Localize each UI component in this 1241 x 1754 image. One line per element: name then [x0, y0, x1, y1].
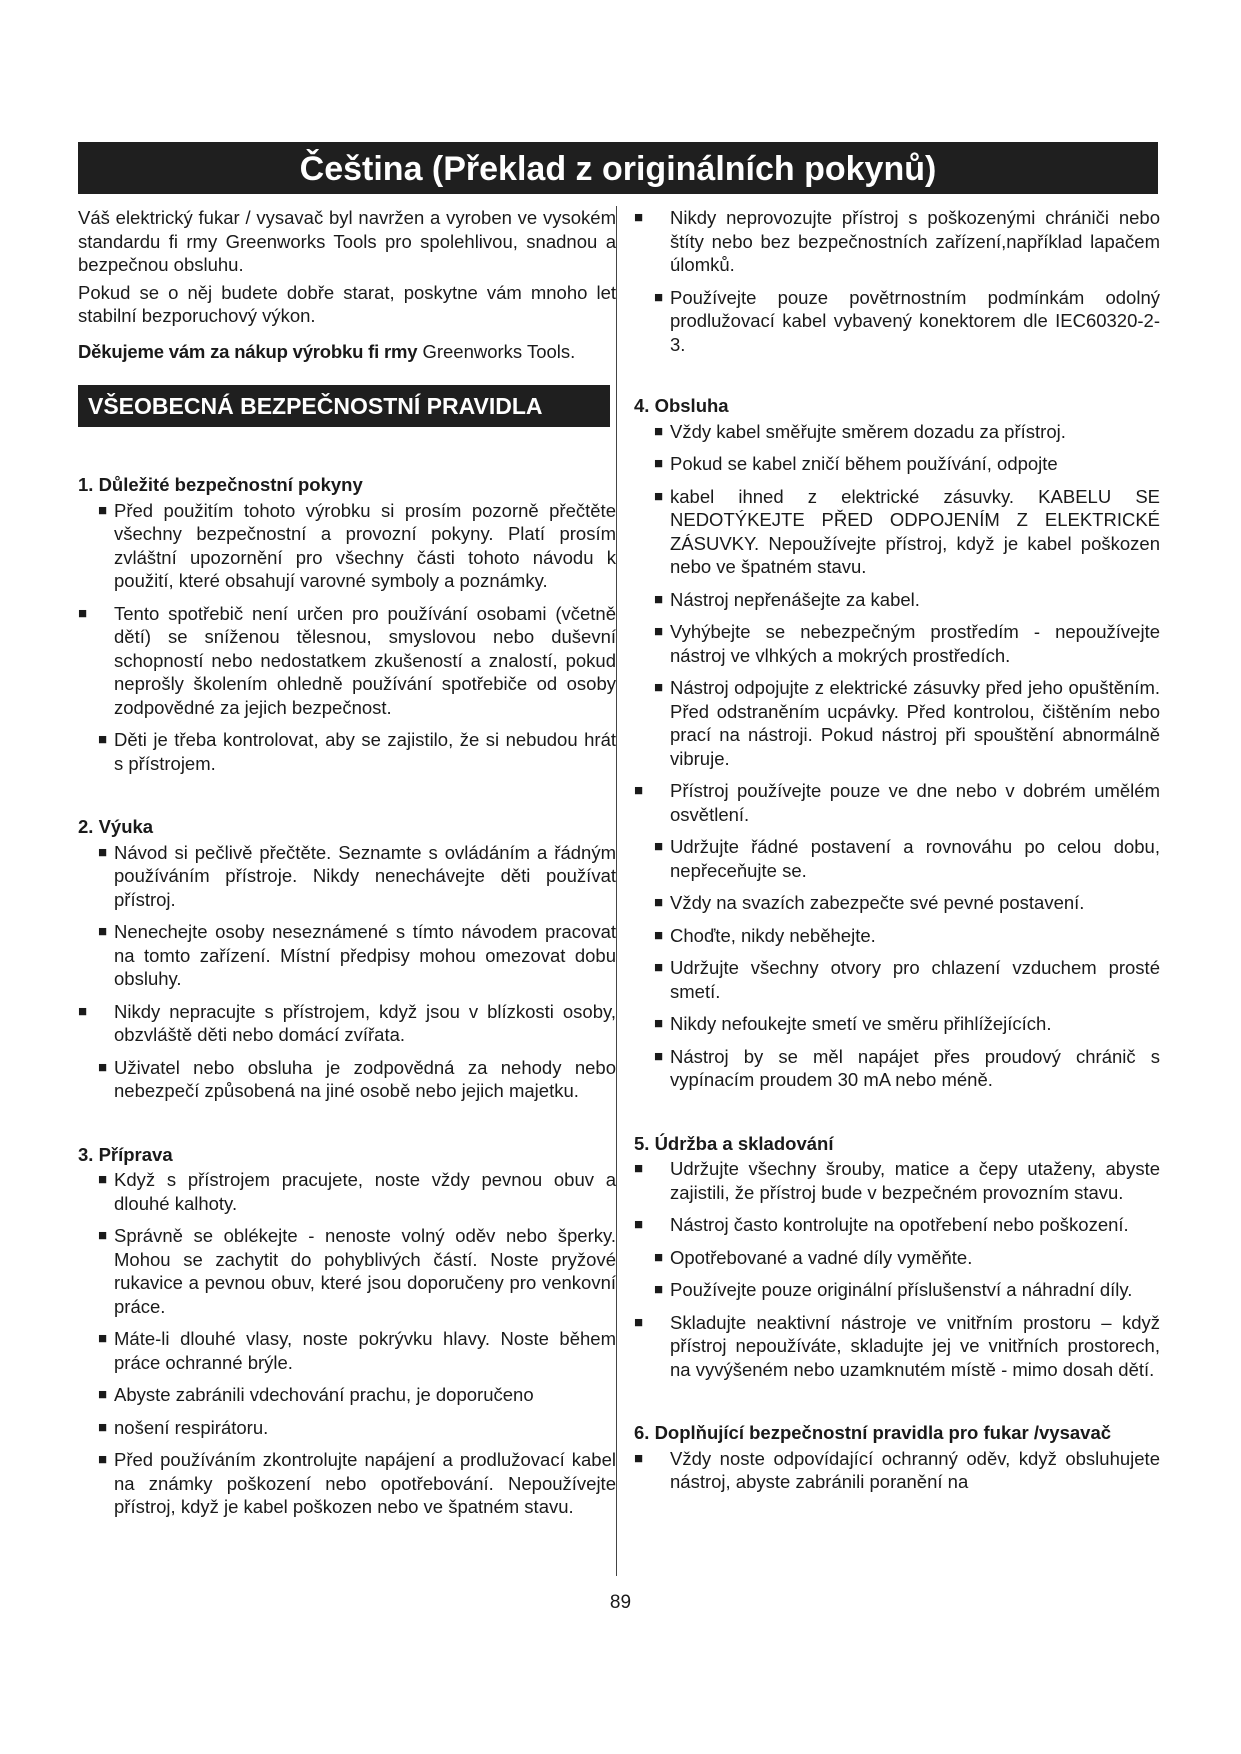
bullet-icon: ■ [654, 679, 664, 696]
intro-paragraph: Váš elektrický fukar / vysavač byl navržen a vyroben ve vysokém standardu fi rmy Greenworks Tools pro spolehlivou, snadnou a bezpečnou obsluhu. [78, 207, 616, 275]
bullet-icon: ■ [78, 604, 88, 622]
list-item: ■ Udržujte řádné postavení a rovnováhu po celou dobu, nepřeceňujte se. [654, 836, 1160, 881]
bullet-icon: ■ [654, 1281, 664, 1298]
list-item: ■ Udržujte všechny otvory pro chlazení vzduchem prosté smetí. [654, 957, 1160, 1002]
bullet-list [78, 499, 616, 776]
bullet-icon: ■ [634, 782, 644, 799]
bullet-list [78, 841, 616, 1103]
list-item: ■ Nikdy nepracujte s přístrojem, když jsou v blízkosti osoby, obzvláště děti nebo domácí zvířata. [78, 1000, 616, 1045]
bullet-list [78, 1168, 616, 1519]
list-item: ■ Udržujte všechny šrouby, matice a čepy utaženy, abyste zajistili, že přístroj bude v bezpečném provozním stavu. [634, 1158, 1160, 1203]
list-item: ■ Opotřebované a vadné díly vyměňte. [654, 1246, 973, 1268]
list-item: ■ Používejte pouze originální příslušenství a náhradní díly. [654, 1279, 1133, 1300]
section-heading: 4. Obsluha [634, 395, 729, 416]
list-item: ■ Když s přístrojem pracujete, noste vždy pevnou obuv a dlouhé kalhoty. [98, 1169, 616, 1214]
list-item: ■ Správně se oblékejte - nenoste volný oděv nebo šperky. Mohou se zachytit do pohyblivých částí. Noste pryžové rukavice a pevnou obuv, které jsou doporučeny pro venkovní práce. [98, 1225, 616, 1317]
list-item: ■ Vždy na svazích zabezpečte své pevné postavení. [654, 892, 1085, 913]
bullet-list [634, 420, 1160, 1092]
bullet-icon: ■ [654, 487, 664, 505]
list-item: ■ Nástroj odpojujte z elektrické zásuvky před jeho opuštěním. Před odstraněním ucpávky. Před kontrolou, čištěním nebo prací na nástroji. Pokud nástroj při spouštění abnormálně vibruje. [654, 677, 1160, 769]
list-item: ■ Používejte pouze povětrnostním podmínkám odolný prodlužovací kabel vybavený konektorem dle IEC60320-2-3. [654, 286, 1160, 355]
section-title-bar: VŠEOBECNÁ BEZPEČNOSTNÍ PRAVIDLA [78, 385, 610, 427]
bullet-icon: ■ [654, 838, 664, 855]
bullet-icon: ■ [98, 1227, 108, 1244]
bullet-icon: ■ [654, 959, 664, 976]
bullet-icon: ■ [654, 894, 664, 911]
bullet-icon: ■ [98, 923, 108, 940]
list-item: ■ Návod si pečlivě přečtěte. Seznamte s ovládáním a řádným používáním přístroje. Nikdy nenechávejte děti používat přístroj. [98, 841, 616, 910]
list-item: ■ Vyhýbejte se nebezpečným prostředím - nepoužívejte nástroj ve vlhkých a mokrých prostředích. [654, 621, 1160, 666]
list-item: ■ Abyste zabránili vdechování prachu, je doporučeno [98, 1384, 534, 1405]
bullet-icon: ■ [654, 1248, 664, 1266]
list-item: ■ Skladujte neaktivní nástroje ve vnitřním prostoru – když přístroj nepoužíváte, skladujte jej ve vnitřních prostorech, na vyvýšeném nebo uzamknutém místě - mimo dosah dětí. [634, 1311, 1160, 1380]
bullet-icon: ■ [654, 288, 664, 306]
list-item: ■ Nikdy neprovozujte přístroj s poškozenými chrániči nebo štíty nebo bez bezpečnostních zařízení,například lapačem úlomků. [634, 207, 1160, 275]
right-column [634, 206, 1160, 1503]
bullet-icon: ■ [654, 1015, 664, 1032]
list-item: ■ Před použitím tohoto výrobku si prosím pozorně přečtěte všechny bezpečnostní a provozní pokyny. Platí prosím zvláštní upozornění pro všechny části tohoto návodu k použití, které obsahují varovné symboly a poznámky. [98, 499, 616, 591]
intro-paragraph: Pokud se o něj budete dobře starat, poskytne vám mnoho let stabilní bezporuchový výkon. [78, 281, 616, 326]
list-item: ■ Vždy kabel směřujte směrem dozadu za přístroj. [654, 420, 1066, 442]
bullet-icon: ■ [654, 455, 664, 472]
list-item: ■ Nenechejte osoby neseznámené s tímto návodem pracovat na tomto zařízení. Místní předpisy mohou omezovat dobu obsluhy. [98, 921, 616, 989]
bullet-icon: ■ [634, 1216, 644, 1233]
bullet-icon: ■ [98, 731, 108, 748]
bullet-icon: ■ [98, 843, 108, 861]
list-item: ■ Nástroj nepřenášejte za kabel. [654, 588, 920, 610]
bullet-icon: ■ [634, 209, 644, 226]
thanks-bold: Děkujeme vám za nákup výrobku fi rmy [78, 340, 418, 362]
bullet-list [634, 1157, 1160, 1381]
bullet-icon: ■ [654, 926, 664, 944]
bullet-icon: ■ [654, 623, 664, 640]
bullet-icon: ■ [634, 1313, 644, 1331]
bullet-icon: ■ [98, 501, 108, 519]
bullet-icon: ■ [98, 1418, 108, 1436]
list-item: ■ Přístroj používejte pouze ve dne nebo v dobrém umělém osvětlení. [634, 780, 1160, 825]
bullet-icon: ■ [98, 1330, 108, 1347]
section-heading: 6. Doplňující bezpečnostní pravidla pro fukar /vysavač [634, 1422, 1112, 1443]
list-item: ■ Pokud se kabel zničí během používání, odpojte [654, 453, 1058, 474]
list-item: ■ Vždy noste odpovídající ochranný oděv, když obsluhujete nástroj, abyste zabránili poranění na [634, 1447, 1160, 1492]
section-heading: 3. Příprava [78, 1143, 173, 1165]
list-item: ■ Děti je třeba kontrolovat, aby se zajistilo, že si nebudou hrát s přístrojem. [98, 729, 616, 774]
list-item: ■ Nikdy nefoukejte smetí ve směru přihlížejících. [654, 1013, 1052, 1034]
bullet-icon: ■ [654, 590, 664, 608]
list-item: ■ Máte-li dlouhé vlasy, noste pokrývku hlavy. Noste během práce ochranné brýle. [98, 1328, 616, 1373]
bullet-icon: ■ [634, 1160, 644, 1177]
list-item: ■ Nástroj by se měl napájet přes proudový chránič s vypínacím proudem 30 mA nebo méně. [654, 1045, 1160, 1090]
list-item: ■ Před používáním zkontrolujte napájení a prodlužovací kabel na známky poškození nebo opotřebování. Nepoužívejte přístroj, když je kabel poškozen nebo ve špatném stavu. [98, 1449, 616, 1517]
bullet-icon: ■ [78, 1002, 88, 1020]
bullet-list [634, 1447, 1160, 1494]
bullet-icon: ■ [98, 1171, 108, 1188]
bullet-icon: ■ [654, 422, 664, 440]
section-heading: 5. Údržba a skladování [634, 1132, 834, 1154]
bullet-list [634, 206, 1160, 356]
thanks-rest: Greenworks Tools. [422, 340, 576, 362]
column-divider [616, 206, 617, 1576]
section-heading: 1. Důležité bezpečnostní pokyny [78, 474, 363, 495]
bullet-icon: ■ [634, 1449, 644, 1467]
list-item: ■ Uživatel nebo obsluha je zodpovědná za nehody nebo nebezpečí způsobená na jiné osobě nebo jejich majetku. [98, 1056, 616, 1101]
section-heading: 2. Výuka [78, 816, 154, 837]
bullet-icon: ■ [98, 1058, 108, 1076]
page-number: 89 [609, 1592, 632, 1613]
list-item: ■ Choďte, nikdy neběhejte. [654, 924, 876, 946]
list-item: ■ kabel ihned z elektrické zásuvky. KABELU SE NEDOTÝKEJTE PŘED ODPOJENÍM Z ELEKTRICKÉ ZÁSUVKY. Nepoužívejte přístroj, když je kabel poškozen nebo ve špatném stavu. [654, 485, 1160, 577]
page-title: Čeština (Překlad z originálních pokynů) [78, 142, 1158, 194]
bullet-icon: ■ [98, 1386, 108, 1403]
list-item: ■ Nástroj často kontrolujte na opotřebení nebo poškození. [634, 1214, 1129, 1235]
left-column [78, 206, 616, 1528]
list-item: ■ nošení respirátoru. [98, 1416, 269, 1438]
bullet-icon: ■ [654, 1047, 664, 1065]
thanks-line [78, 340, 616, 364]
list-item: ■ Tento spotřebič není určen pro používání osobami (včetně dětí) se sníženou tělesnou, smyslovou nebo duševní schopností nebo nedostatkem zkušeností a znalostí, pokud neprošly školením ohledně používání spotřebiče od osoby zodpovědné za jejich bezpečnost. [78, 602, 616, 718]
bullet-icon: ■ [98, 1451, 108, 1468]
